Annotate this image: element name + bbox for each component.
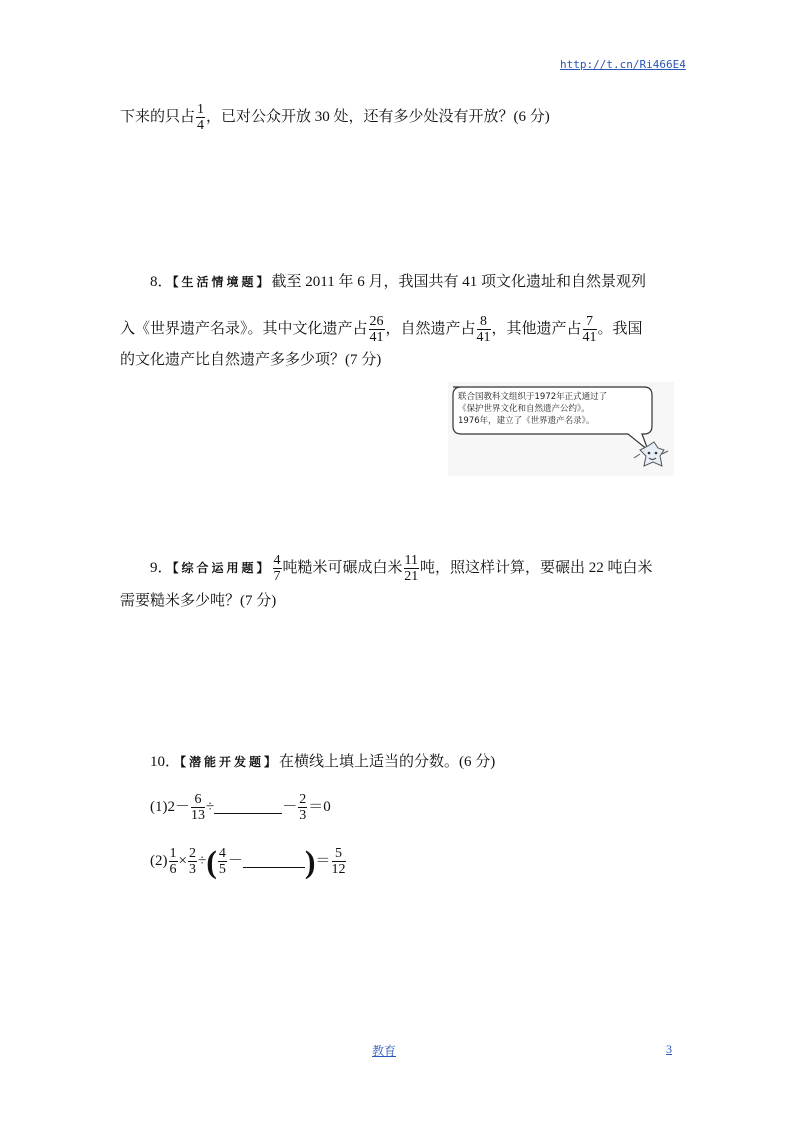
denominator: 3 [188, 862, 196, 877]
q10-part-2 [150, 843, 347, 880]
times-sign: × [178, 852, 187, 869]
q9-text-3: 需要糙米多少吨？(7 分) [120, 593, 277, 609]
question-9-line-1 [150, 553, 653, 584]
minus-sign: － [282, 798, 298, 815]
numerator: 1 [197, 102, 205, 117]
fraction [273, 553, 282, 584]
minus-sign: － [175, 798, 191, 815]
question-tag: 【综合运用题】 [172, 560, 272, 575]
numerator: 2 [299, 792, 307, 807]
denominator: 3 [299, 808, 307, 823]
denominator: 5 [218, 862, 226, 877]
numerator: 1 [169, 846, 177, 861]
numerator: 6 [191, 792, 205, 808]
question-tag: 【生活情境题】 [172, 275, 272, 289]
page-number[interactable]: 3 [666, 1042, 672, 1056]
fraction [404, 553, 419, 584]
q7-text-post: ，已对公众开放 30 处，还有多少处没有开放？(6 分) [206, 108, 550, 125]
q8-text-1: 截至 2011 年 6 月，我国共有 41 项文化遗址和自然景观列 [271, 274, 646, 290]
q8-text-3: 的文化遗产比自然遗产多多少项？(7 分) [120, 352, 382, 368]
denominator: 41 [476, 330, 491, 345]
denominator: 21 [404, 569, 419, 584]
q7-text-pre: 下来的只占 [120, 108, 196, 125]
part-label: (2) [150, 852, 168, 869]
denominator: 4 [197, 118, 205, 133]
fraction [332, 846, 346, 877]
fraction [583, 314, 597, 345]
minus-sign: － [227, 852, 243, 869]
question-10-line-1 [150, 752, 495, 772]
fraction [477, 314, 491, 345]
question-tag: 【潜能开发题】 [180, 755, 280, 769]
header-link[interactable]: http://t.cn/Ri466E4 [560, 58, 686, 71]
fraction [196, 102, 205, 133]
numerator: 5 [332, 846, 346, 862]
question-9-line-2 [120, 591, 276, 611]
denominator: 41 [582, 330, 597, 345]
part-label: (1)2 [150, 798, 175, 815]
left-paren: ( [206, 843, 217, 880]
numerator: 7 [583, 314, 597, 330]
numerator: 4 [218, 846, 226, 861]
numerator: 4 [273, 553, 281, 568]
fraction [218, 846, 227, 877]
q9-text-2: 吨，照这样计算，要碾出 22 吨白米 [420, 559, 653, 576]
equals-sign: ＝ [315, 852, 331, 869]
q8-text-2a: 入《世界遗产名录》。其中文化遗产占 [120, 320, 368, 337]
divide-sign: ÷ [206, 798, 215, 815]
question-8-line-3 [120, 350, 381, 370]
fraction [169, 846, 178, 877]
question-number: 10． [150, 754, 181, 770]
bubble-line-2: 《保护世界文化和自然遗产公约》。 [458, 404, 590, 414]
numerator: 11 [404, 553, 419, 568]
bubble-line-3: 1976年，建立了《世界遗产名录》。 [458, 416, 595, 426]
denominator: 41 [369, 330, 384, 345]
numerator: 2 [188, 846, 196, 861]
fraction [369, 314, 385, 345]
q10-text: 在横线上填上适当的分数。(6 分) [279, 754, 496, 770]
numerator: 8 [477, 314, 491, 330]
fraction [188, 846, 197, 877]
denominator: 13 [191, 808, 206, 823]
answer-blank-1[interactable] [214, 801, 282, 814]
q8-text-2c: ，其他遗产占 [491, 320, 582, 337]
bubble-line-1: 联合国教科文组织于1972年正式通过了 [458, 392, 608, 402]
divide-sign: ÷ [197, 852, 207, 869]
question-7-tail [120, 102, 550, 133]
denominator: 6 [169, 862, 177, 877]
q10-part-1 [150, 792, 331, 823]
fraction [191, 792, 205, 823]
q8-text-2b: ，自然遗产占 [385, 320, 476, 337]
question-number: 8． [150, 274, 173, 290]
q8-text-2d: 。我国 [597, 320, 643, 337]
denominator: 12 [331, 862, 346, 877]
fraction [298, 792, 307, 823]
numerator: 26 [369, 314, 384, 329]
equals-result: ＝0 [308, 798, 331, 815]
footer-link[interactable]: 教育 [372, 1044, 397, 1058]
denominator: 7 [273, 569, 281, 584]
right-paren: ) [304, 843, 316, 880]
question-8-line-1 [150, 272, 646, 292]
question-number: 9． [150, 559, 173, 576]
answer-blank-2[interactable] [243, 855, 305, 868]
question-8-line-2 [120, 314, 643, 345]
q9-text-1: 吨糙米可碾成白米 [282, 559, 403, 576]
speech-bubble-illustration [448, 382, 674, 476]
mascot-icon [634, 442, 668, 466]
